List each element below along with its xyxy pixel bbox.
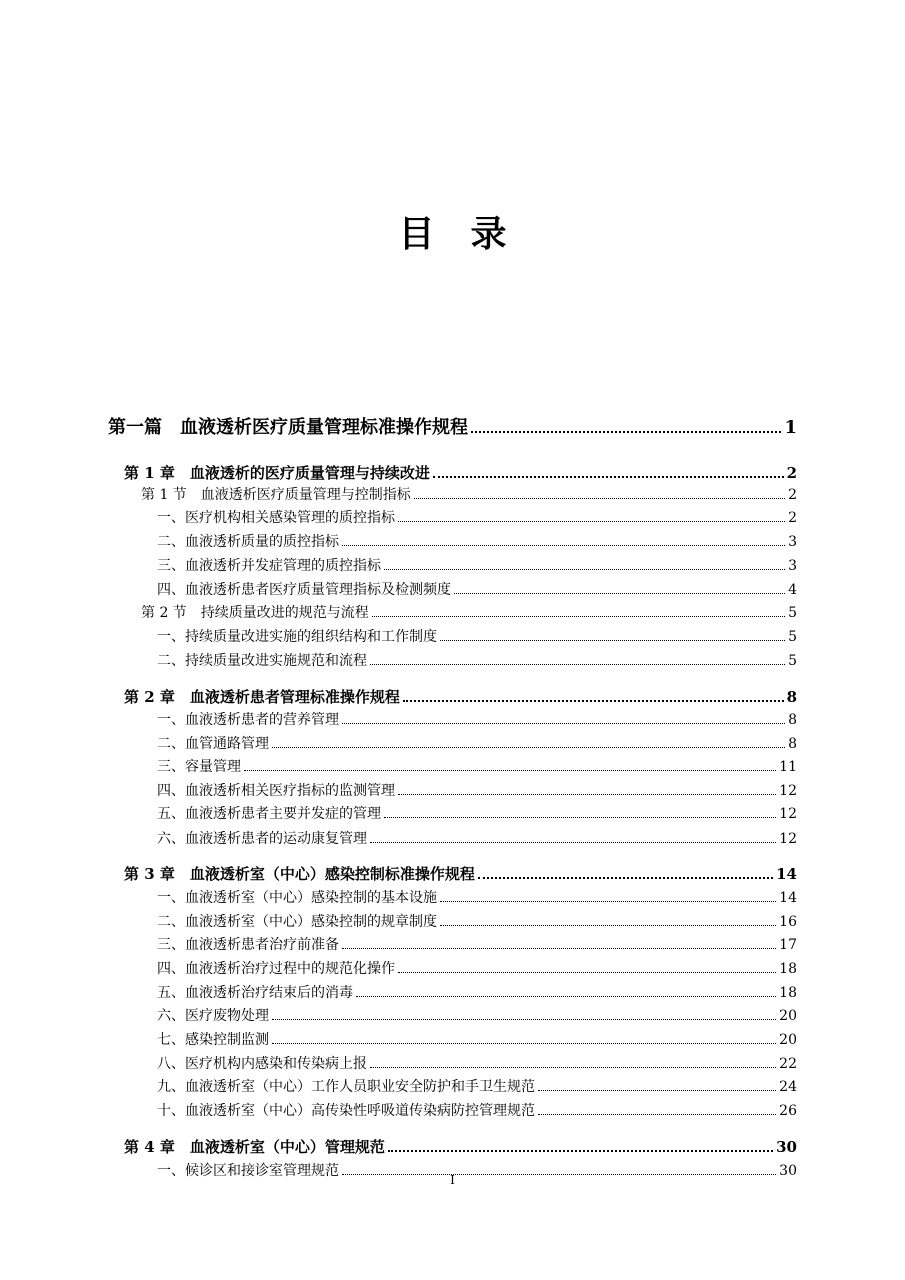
toc-entry-label: 六、血液透析患者的运动康复管理 xyxy=(157,831,367,847)
toc-entry-label: 三、血液透析并发症管理的质控指标 xyxy=(157,558,381,574)
toc-leader-dots xyxy=(342,948,776,949)
toc-entry-page: 5 xyxy=(788,653,797,669)
toc-entry-item[interactable] xyxy=(157,780,797,800)
toc-leader-dots xyxy=(244,770,776,771)
toc-leader-dots xyxy=(370,842,776,843)
toc-leader-dots xyxy=(272,1043,776,1044)
toc-leader-dots xyxy=(342,545,785,546)
toc-entry-page: 14 xyxy=(779,890,797,906)
toc-entry-page: 8 xyxy=(786,688,797,706)
toc-entry-label: 一、候诊区和接诊室管理规范 xyxy=(157,1163,339,1179)
toc-entry-label: 第 4 章 血液透析室（中心）管理规范 xyxy=(124,1138,385,1156)
toc-entry-label: 四、血液透析治疗过程中的规范化操作 xyxy=(157,961,395,977)
toc-leader-dots xyxy=(403,700,784,702)
toc-entry-label: 三、血液透析患者治疗前准备 xyxy=(157,937,339,953)
toc-entry-chap[interactable] xyxy=(124,863,797,884)
toc-entry-label: 一、医疗机构相关感染管理的质控指标 xyxy=(157,510,395,526)
toc-entry-label: 一、血液透析室（中心）感染控制的基本设施 xyxy=(157,890,437,906)
toc-entry-item[interactable] xyxy=(157,1100,797,1120)
toc-entry-page: 30 xyxy=(776,1138,797,1156)
toc-entry-label: 三、容量管理 xyxy=(157,759,241,775)
toc-entry-page: 20 xyxy=(779,1032,797,1048)
toc-leader-dots xyxy=(342,723,785,724)
toc-entry-label: 十、血液透析室（中心）高传染性呼吸道传染病防控管理规范 xyxy=(157,1103,535,1119)
toc-entry-item[interactable] xyxy=(157,887,797,907)
toc-entry-page: 2 xyxy=(788,487,797,503)
toc-entry-chap[interactable] xyxy=(124,686,797,707)
toc-entry-page: 22 xyxy=(779,1056,797,1072)
toc-entry-label: 一、血液透析患者的营养管理 xyxy=(157,712,339,728)
toc-entry-label: 二、血管通路管理 xyxy=(157,736,269,752)
toc-entry-page: 18 xyxy=(779,985,797,1001)
toc-leader-dots xyxy=(538,1090,776,1091)
toc-entry-sec[interactable] xyxy=(141,484,797,504)
toc-entry-label: 七、感染控制监测 xyxy=(157,1032,269,1048)
toc-entry-page: 12 xyxy=(779,806,797,822)
toc-entry-label: 六、医疗废物处理 xyxy=(157,1008,269,1024)
toc-entry-label: 五、血液透析治疗结束后的消毒 xyxy=(157,985,353,1001)
toc-leader-dots xyxy=(372,616,785,617)
title-char-1: 目 xyxy=(398,213,435,255)
toc-leader-dots xyxy=(440,925,776,926)
toc-entry-item[interactable] xyxy=(157,1053,797,1073)
toc-entry-page: 5 xyxy=(788,629,797,645)
toc-entry-page: 5 xyxy=(788,605,797,621)
toc-entry-label: 第 3 章 血液透析室（中心）感染控制标准操作规程 xyxy=(124,865,475,883)
toc-entry-item[interactable] xyxy=(157,756,797,776)
toc-leader-dots xyxy=(388,1150,773,1152)
toc-entry-page: 1 xyxy=(784,417,797,438)
toc-entry-item[interactable] xyxy=(157,626,797,646)
toc-leader-dots xyxy=(370,664,785,665)
toc-leader-dots xyxy=(272,747,785,748)
toc-entry-item[interactable] xyxy=(157,1076,797,1096)
toc-entry-item[interactable] xyxy=(157,555,797,575)
toc-entry-page: 30 xyxy=(779,1163,797,1179)
page-title xyxy=(0,206,905,257)
toc-leader-dots xyxy=(398,972,776,973)
toc-entry-item[interactable] xyxy=(157,733,797,753)
toc-entry-label: 五、血液透析患者主要并发症的管理 xyxy=(157,806,381,822)
toc-entry-page: 24 xyxy=(779,1079,797,1095)
toc-leader-dots xyxy=(398,521,785,522)
toc-entry-item[interactable] xyxy=(157,828,797,848)
toc-entry-page: 12 xyxy=(779,783,797,799)
toc-entry-page: 3 xyxy=(788,558,797,574)
toc-leader-dots xyxy=(384,817,776,818)
toc-entry-page: 8 xyxy=(788,712,797,728)
toc-entry-item[interactable] xyxy=(157,709,797,729)
toc-entry-part[interactable] xyxy=(108,413,797,439)
toc-entry-page: 18 xyxy=(779,961,797,977)
toc-leader-dots xyxy=(272,1019,776,1020)
toc-entry-label: 第 2 节 持续质量改进的规范与流程 xyxy=(141,605,369,621)
toc-leader-dots xyxy=(440,640,785,641)
toc-entry-page: 2 xyxy=(786,464,797,482)
toc-entry-item[interactable] xyxy=(157,1005,797,1025)
toc-entry-page: 26 xyxy=(779,1103,797,1119)
toc-entry-item[interactable] xyxy=(157,911,797,931)
toc-entry-sec[interactable] xyxy=(141,602,797,622)
toc-entry-item[interactable] xyxy=(157,958,797,978)
toc-leader-dots xyxy=(370,1067,776,1068)
toc-entry-item[interactable] xyxy=(157,507,797,527)
toc-entry-label: 四、血液透析患者医疗质量管理指标及检测频度 xyxy=(157,582,451,598)
toc-leader-dots xyxy=(478,877,773,879)
toc-entry-item[interactable] xyxy=(157,934,797,954)
toc-leader-dots xyxy=(384,569,785,570)
toc-entry-page: 14 xyxy=(776,865,797,883)
toc-leader-dots xyxy=(440,901,776,902)
toc-entry-label: 九、血液透析室（中心）工作人员职业安全防护和手卫生规范 xyxy=(157,1079,535,1095)
toc-entry-page: 17 xyxy=(779,937,797,953)
toc-entry-label: 第一篇 血液透析医疗质量管理标准操作规程 xyxy=(108,417,468,438)
toc-entry-label: 一、持续质量改进实施的组织结构和工作制度 xyxy=(157,629,437,645)
toc-leader-dots xyxy=(433,476,784,478)
toc-entry-page: 8 xyxy=(788,736,797,752)
toc-entry-label: 二、血液透析质量的质控指标 xyxy=(157,534,339,550)
toc-entry-label: 二、血液透析室（中心）感染控制的规章制度 xyxy=(157,914,437,930)
toc-entry-page: 2 xyxy=(788,510,797,526)
toc-leader-dots xyxy=(414,498,785,499)
toc-entry-item[interactable] xyxy=(157,803,797,823)
toc-entry-label: 第 1 章 血液透析的医疗质量管理与持续改进 xyxy=(124,464,430,482)
page-number: I xyxy=(450,1173,455,1187)
toc-entry-page: 11 xyxy=(779,759,797,775)
toc-entry-chap[interactable] xyxy=(124,462,797,483)
toc-entry-item[interactable] xyxy=(157,579,797,599)
toc-entry-page: 12 xyxy=(779,831,797,847)
toc-entry-chap[interactable] xyxy=(124,1136,797,1157)
toc-entry-page: 4 xyxy=(788,582,797,598)
toc-leader-dots xyxy=(538,1114,776,1115)
toc-entry-page: 20 xyxy=(779,1008,797,1024)
toc-leader-dots xyxy=(471,431,781,433)
toc-leader-dots xyxy=(398,794,776,795)
title-char-2: 录 xyxy=(470,213,507,255)
toc-entry-label: 第 1 节 血液透析医疗质量管理与控制指标 xyxy=(141,487,411,503)
toc-leader-dots xyxy=(454,593,785,594)
toc-entry-item[interactable] xyxy=(157,1029,797,1049)
toc-entry-label: 八、医疗机构内感染和传染病上报 xyxy=(157,1056,367,1072)
toc-leader-dots xyxy=(356,996,776,997)
toc-entry-page: 3 xyxy=(788,534,797,550)
toc-entry-label: 四、血液透析相关医疗指标的监测管理 xyxy=(157,783,395,799)
toc-entry-label: 二、持续质量改进实施规范和流程 xyxy=(157,653,367,669)
toc-entry-item[interactable] xyxy=(157,650,797,670)
toc-entry-page: 16 xyxy=(779,914,797,930)
toc-entry-label: 第 2 章 血液透析患者管理标准操作规程 xyxy=(124,688,400,706)
toc-entry-item[interactable] xyxy=(157,531,797,551)
toc-entry-item[interactable] xyxy=(157,982,797,1002)
